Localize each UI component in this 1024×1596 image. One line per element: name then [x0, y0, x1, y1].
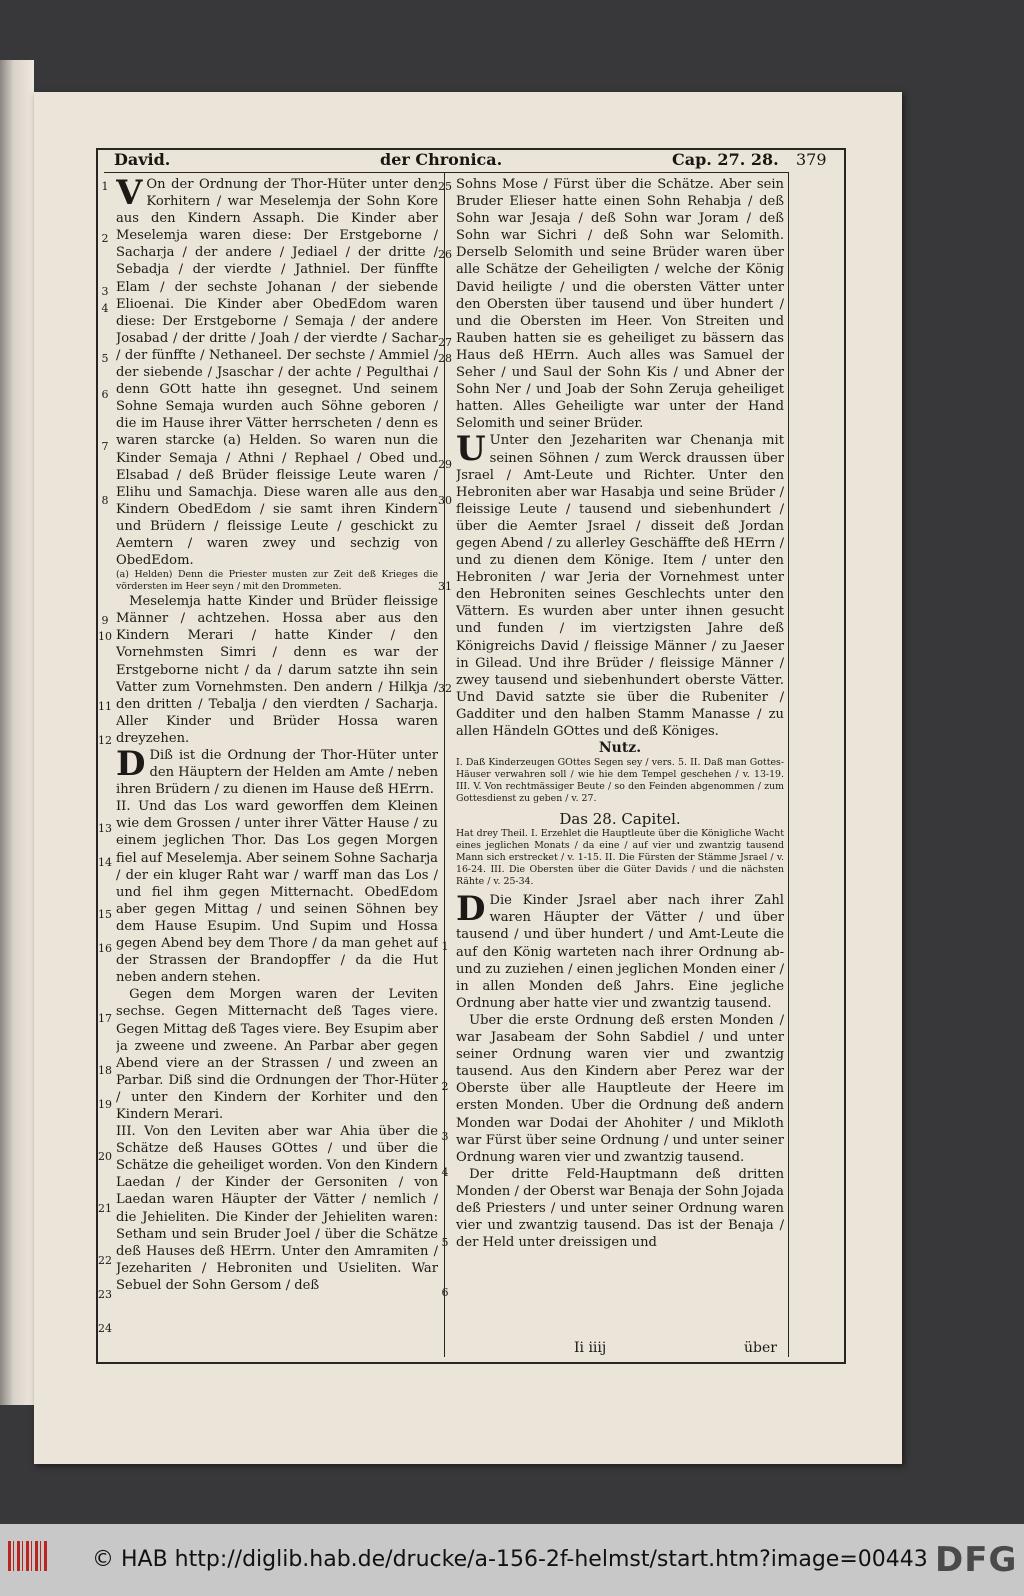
paragraph: V On der Ordnung der Thor-Hüter unter den Korhitern / war Meselemja der Sohn Kore aus den Kindern Assaph. Die Kinder aber Meselemja waren diese: Der Erstgeborne / Sacharja / der andere / Jediael / der dritte / Sebadja / der vierdte / Jathniel. Der fünffte Elam / der sechste Johanan / der siebende Elioenai. Die Kinder aber ObedEdom waren diese: Der Erstgeborne / Semaja / der andere Josabad / der dritte / Joah / der vierdte / Sachar / der fünffte / Nethaneel. Der sechste / Ammiel / der siebende / Jsaschar / der achte / Pegulthai / denn GOtt hatte ihn gesegnet. Und seinem Sohne Semaja wurden auch Söhne geboren / die im Hause ihrer Vätter herrscheten / denn es waren starcke (a) Helden. So waren nun die Kinder Semaja / Athni / Rephael / Obed und Elsabad / deß Brüder fleissige Leute waren / Elihu und Samachja. Diese waren alle aus den Kindern ObedEdom / sie samt ihren Kindern und Brüdern / fleissige Leute / geschickt zu Aemtern / waren zwey und sechzig von ObedEdom.	[116, 176, 438, 569]
paragraph: Gegen dem Morgen waren der Leviten sechse. Gegen Mitternacht deß Tages viere. Gegen Mittag deß Tages viere. Bey Esupim aber ja zweene und zweene. An Parbar aber gegen Abend viere an der Strassen / und zween an Parbar. Diß sind die Ordnungen der Thor-Hüter / unter den Kindern der Korhiter und den Kindern Merari.	[116, 987, 438, 1122]
verse-number: 6	[441, 1286, 449, 1299]
verse-number: 9	[101, 614, 109, 627]
verse-number: 20	[98, 1150, 112, 1163]
right-column	[456, 176, 784, 1336]
verse-number: 27	[438, 336, 452, 349]
verse-number: 4	[101, 302, 109, 315]
verse-number: 1	[441, 940, 449, 953]
verse-number: 18	[98, 1064, 112, 1077]
signature-mark: Ii iiij	[574, 1340, 607, 1356]
verse-number: 2	[441, 1080, 449, 1093]
running-head-left: David.	[114, 150, 171, 169]
chapter-title: Das 28. Capitel.	[559, 810, 681, 829]
dfg-logo: DFG	[935, 1540, 1018, 1580]
left-column	[116, 176, 438, 1336]
verse-number: 7	[101, 440, 109, 453]
verse-number: 3	[101, 285, 109, 298]
page-number: 379	[796, 150, 827, 169]
paragraph: U Unter den Jezehariten war Chenanja mit seinen Söhnen / zum Werck draussen über Jsrael / Amt-Leute und Richter. Unter den Hebroniten aber war Hasabja und seine Brüder / fleissige Leute / tausend und siebenhundert / über die Aemter Jsrael / disseit deß Jordan gegen Abend / zu allerley Geschäffte deß HErrn / und zu dienen dem Könige. Item / unter den Hebroniten / war Jeria der Vornehmest unter den Hebroniten seines Geschlechts unter den Vättern. Es wurden aber unter ihnen gesucht und funden / im viertzigsten Jahre deß Königreichs David / fleissige Männer / zu Jaeser in Gilead. Und ihre Brüder / fleissige Männer / zwey tausend und siebenhundert oberste Vätter. Und David satzte sie über die Rubeniter / Gadditer und den halben Stamm Manasse / zu allen Händeln GOttes und deß Königes.	[456, 429, 784, 739]
verse-number: 3	[441, 1130, 449, 1143]
verse-number: 17	[98, 1012, 112, 1025]
verse-number: 10	[98, 630, 112, 643]
permalink-text[interactable]: © HAB http://diglib.hab.de/drucke/a-156-2f-helmst/start.htm?image=00443	[92, 1547, 928, 1572]
verse-number: 25	[438, 180, 452, 193]
footnote: (a) Helden) Denn die Priester musten zur Zeit deß Krieges die vördersten im Heer seyn / mit den Drommeten.	[116, 569, 438, 593]
verse-number: 4	[441, 1166, 449, 1179]
verse-number: 19	[98, 1098, 112, 1111]
drop-cap: V	[116, 176, 143, 213]
paragraph: Sohns Mose / Fürst über die Schätze. Aber sein Bruder Elieser hatte einen Sohn Rehabja / deß Sohn war Jesaja / deß Sohn war Joram / deß Sohn war Sichri / deß Sohn war Selomith. Derselb Selomith und seine Brüder waren über alle Schätze der Geheiligten / welche der König David heiligte / und die obersten Vätter unter den Obersten über tausend und über hundert / und die Obersten im Heer. Von Streiten und Rauben hatten sie es geheiliget zu bässern das Haus deß HErrn. Auch alles was Samuel der Seher / und Saul der Sohn Kis / und Abner der Sohn Ner / und Joab der Sohn Zeruja geheiliget hatten. Alles Geheiligte war unter der Hand Selomith und seiner Brüder.	[456, 177, 784, 432]
drop-cap: U	[456, 429, 486, 470]
verse-number: 31	[438, 580, 452, 593]
verse-number: 21	[98, 1202, 112, 1215]
catchword: über	[744, 1340, 777, 1356]
verse-number: 22	[98, 1254, 112, 1267]
verse-number: 5	[101, 352, 109, 365]
running-head-center: der Chronica.	[380, 150, 503, 169]
verse-number: 13	[98, 822, 112, 835]
running-head-right: Cap. 27. 28.	[672, 150, 779, 169]
paragraph: II. Und das Los ward geworffen dem Kleinen wie dem Grossen / unter ihrer Vätter Hause / zu einem jeglichen Thor. Das Los gegen Morgen fiel auf Meselemja. Aber seinem Sohne Sacharja / der ein kluger Raht war / warff man das Los / und fiel ihm gegen Mitternacht. ObedEdom aber gegen Mittag / und seinen Söhnen bey dem Hause Esupim. Und Supim und Hossa gegen Abend bey dem Thore / da man gehet auf der Strassen der Brandopffer / da die Hut neben andern stehen.	[116, 799, 438, 986]
verse-number: 26	[438, 248, 452, 261]
verse-number: 12	[98, 734, 112, 747]
verse-number: 11	[98, 700, 112, 713]
paragraph: Der dritte Feld-Hauptmann deß dritten Monden / der Oberst war Benaja der Sohn Jojada deß Priesters / und unter seiner Ordnung waren vier und zwantzig tausend. Das ist der Benaja / der Held unter dreissigen und	[456, 1166, 784, 1251]
verse-number: 8	[101, 494, 109, 507]
verse-number: 1	[101, 180, 109, 193]
column-divider	[444, 172, 445, 1357]
paragraph: D Diß ist die Ordnung der Thor-Hüter unter den Häuptern der Helden am Amte / neben ihren Brüdern / zu dienen im Hause deß HErrn.	[116, 744, 438, 798]
verse-number: 30	[438, 494, 452, 507]
adjacent-page-edge	[0, 60, 34, 1405]
verse-number: 15	[98, 908, 112, 921]
verse-number: 6	[101, 388, 109, 401]
nutz-text: I. Daß Kinderzeugen GOttes Segen sey / vers. 5. II. Daß man Gottes-Häuser verwahren soll / wie hie dem Tempel geschehen / v. 13-19. III. V. Von rechtmässiger Beute / so den Feinden abgenommen / zum Gottesdienst zu geben / v. 27.	[456, 757, 784, 805]
verse-number: 24	[98, 1322, 112, 1335]
hab-logo-icon	[8, 1541, 48, 1571]
margin-divider	[788, 172, 789, 1357]
verse-number: 2	[101, 232, 109, 245]
paragraph: Uber die erste Ordnung deß ersten Monden / war Jasabeam der Sohn Sabdiel / und unter seiner Ordnung waren vier und zwantzig tausend. Aus den Kindern aber Perez war der Oberste über alle Hauptleute der Heere im ersten Monden. Uber die Ordnung deß andern Monden war Dodai der Ahohiter / und Mikloth war Fürst über seine Ordnung / und unter seiner Ordnung waren vier und zwantzig tausend.	[456, 1012, 784, 1165]
verse-number: 14	[98, 856, 112, 869]
verse-number: 29	[438, 458, 452, 471]
paragraph: D Die Kinder Jsrael aber nach ihrer Zahl waren Häupter der Vätter / und über tausend / und über hundert / und Amt-Leute die auf den König warteten nach ihrer Ordnung ab- und zu zuziehen / einen jeglichen Monden einer / in allen Monden deß Jahrs. Eine jegliche Ordnung aber hatte vier und zwantzig tausend.	[456, 889, 784, 1011]
paragraph: Meselemja hatte Kinder und Brüder fleissige Männer / achtzehen. Hossa aber aus den Kindern Merari / hatte Kinder / den Vornehmsten Simri / denn es war der Erstgeborne nicht / da / darum satzte ihn sein Vatter zum Vornehmsten. Den andern / Hilkja / den dritten / Tebalja / den vierdten / Sacharja. Aller Kinder und Brüder Hossa waren dreyzehen.	[116, 594, 438, 746]
drop-cap: D	[116, 744, 146, 784]
verse-number: 28	[438, 352, 452, 365]
chapter-summary: Hat drey Theil. I. Erzehlet die Hauptleute über die Königliche Wacht eines jeglichen Monats / da eine / auf vier und zwantzig tausend Mann sich erstrecket / v. 1-15. II. Die Fürsten der Stämme Jsrael / v. 16-24. III. Die Obersten über die Güter Davids / und die nächsten Rähte / v. 25-34.	[456, 828, 784, 888]
verse-number: 32	[438, 682, 452, 695]
paragraph: III. Von den Leviten aber war Ahia über die Schätze deß Hauses GOttes / und über die Schätze die geheiliget worden. Von den Kindern Laedan / der Kinder der Gersoniten / von Laedan waren Häupter der Vätter / nemlich / die Jehieliten. Die Kinder der Jehieliten waren: Setham und sein Bruder Joel / über die Schätze deß Hauses deß HErrn. Unter den Amramiten / Jezehariten / Hebroniten und Usieliten. War Sebuel der Sohn Gersom / deß	[116, 1124, 438, 1293]
section-heading-nutz: Nutz.	[598, 740, 642, 757]
verse-number: 16	[98, 942, 112, 955]
verse-number: 23	[98, 1288, 112, 1301]
verse-number: 5	[441, 1236, 449, 1249]
drop-cap: D	[456, 889, 486, 930]
